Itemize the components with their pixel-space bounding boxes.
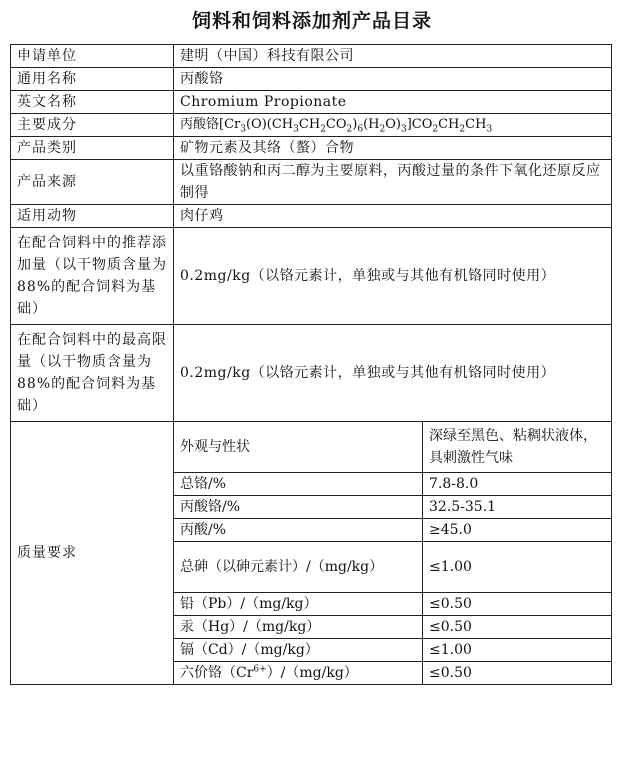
formula-part: CH bbox=[465, 117, 487, 132]
quality-name: 总铬/% bbox=[174, 473, 423, 496]
quality-row bbox=[11, 422, 612, 685]
quality-item bbox=[174, 542, 611, 593]
quality-item bbox=[174, 473, 611, 496]
main-ingredient-formula bbox=[174, 114, 612, 137]
quality-name-sup: 6+ bbox=[253, 664, 267, 675]
quality-label: 质量要求 bbox=[11, 422, 174, 685]
row-label: 产品类别 bbox=[11, 137, 174, 160]
quality-name: 外观与性状 bbox=[174, 422, 423, 473]
table-row bbox=[11, 45, 612, 68]
quality-name: 铅（Pb）/（mg/kg） bbox=[174, 593, 423, 616]
formula-sub: 3 bbox=[293, 124, 299, 135]
quality-name: 总砷（以砷元素计）/（mg/kg） bbox=[174, 542, 423, 593]
row-label: 产品来源 bbox=[11, 160, 174, 205]
row-label: 主要成分 bbox=[11, 114, 174, 137]
quality-table bbox=[174, 422, 611, 684]
quality-value: ≥45.0 bbox=[423, 519, 612, 542]
document-title: 饲料和饲料添加剂产品目录 bbox=[191, 10, 432, 32]
quality-name bbox=[174, 662, 423, 685]
quality-value: ≤1.00 bbox=[423, 639, 612, 662]
row-value: 0.2mg/kg（以铬元素计，单独或与其他有机铬同时使用） bbox=[174, 325, 612, 422]
table-row bbox=[11, 91, 612, 114]
formula-part: ]CO bbox=[406, 117, 433, 132]
row-value: Chromium Propionate bbox=[174, 91, 612, 114]
formula-sub: 3 bbox=[240, 124, 246, 135]
row-label: 申请单位 bbox=[11, 45, 174, 68]
table-row bbox=[11, 137, 612, 160]
quality-name-part: 六价铬（Cr bbox=[180, 665, 254, 681]
quality-cell bbox=[174, 422, 612, 685]
row-label: 在配合饲料中的推荐添加量（以干物质含量为88%的配合饲料为基础） bbox=[11, 228, 174, 325]
formula-part: 丙酸铬[Cr bbox=[180, 117, 241, 132]
formula-sub: 6 bbox=[357, 124, 364, 135]
formula-sub: 3 bbox=[486, 124, 493, 135]
formula-sub: 2 bbox=[459, 124, 466, 135]
row-value: 肉仔鸡 bbox=[174, 205, 612, 228]
quality-value: ≤0.50 bbox=[423, 662, 612, 685]
row-value: 0.2mg/kg（以铬元素计，单独或与其他有机铬同时使用） bbox=[174, 228, 612, 325]
quality-value: ≤1.00 bbox=[423, 542, 612, 593]
formula-sub: 2 bbox=[346, 124, 353, 135]
row-label: 在配合饲料中的最高限量（以干物质含量为88%的配合饲料为基础） bbox=[11, 325, 174, 422]
quality-name: 丙酸/% bbox=[174, 519, 423, 542]
quality-item bbox=[174, 519, 611, 542]
quality-value: ≤0.50 bbox=[423, 616, 612, 639]
quality-value: 7.8-8.0 bbox=[423, 473, 612, 496]
formula-sub: 2 bbox=[320, 124, 326, 135]
product-table bbox=[10, 44, 612, 685]
table-row bbox=[11, 160, 612, 205]
quality-name: 丙酸铬/% bbox=[174, 496, 423, 519]
formula-part: O) bbox=[385, 117, 401, 132]
formula-part: (H bbox=[363, 117, 380, 132]
quality-item bbox=[174, 422, 611, 473]
row-value: 建明（中国）科技有限公司 bbox=[174, 45, 612, 68]
quality-value: 32.5-35.1 bbox=[423, 496, 612, 519]
quality-item bbox=[174, 662, 611, 685]
table-row bbox=[11, 114, 612, 137]
quality-item bbox=[174, 639, 611, 662]
table-row bbox=[11, 228, 612, 325]
table-row bbox=[11, 205, 612, 228]
formula-sub: 2 bbox=[432, 124, 439, 135]
formula-part: (O)(CH bbox=[245, 117, 294, 132]
formula-sub: 3 bbox=[400, 124, 407, 135]
table-row bbox=[11, 68, 612, 91]
formula-part: CO bbox=[325, 117, 347, 132]
formula-part: CH bbox=[438, 117, 460, 132]
quality-name: 镉（Cd）/（mg/kg） bbox=[174, 639, 423, 662]
row-value: 丙酸铬 bbox=[174, 68, 612, 91]
formula-part: CH bbox=[298, 117, 321, 132]
row-value: 以重铬酸钠和丙二醇为主要原料，丙酸过量的条件下氧化还原反应制得 bbox=[174, 160, 612, 205]
row-label: 适用动物 bbox=[11, 205, 174, 228]
quality-name-part: ）/（mg/kg） bbox=[266, 665, 358, 681]
quality-item bbox=[174, 593, 611, 616]
quality-name: 汞（Hg）/（mg/kg） bbox=[174, 616, 423, 639]
table-row bbox=[11, 325, 612, 422]
quality-value: ≤0.50 bbox=[423, 593, 612, 616]
quality-value: 深绿至黑色、粘稠状液体，具刺激性气味 bbox=[423, 422, 612, 473]
formula-part: ) bbox=[352, 117, 358, 132]
row-value: 矿物元素及其络（螯）合物 bbox=[174, 137, 612, 160]
quality-item bbox=[174, 616, 611, 639]
quality-item bbox=[174, 496, 611, 519]
formula-sub: 2 bbox=[379, 124, 386, 135]
row-label: 通用名称 bbox=[11, 68, 174, 91]
row-label: 英文名称 bbox=[11, 91, 174, 114]
